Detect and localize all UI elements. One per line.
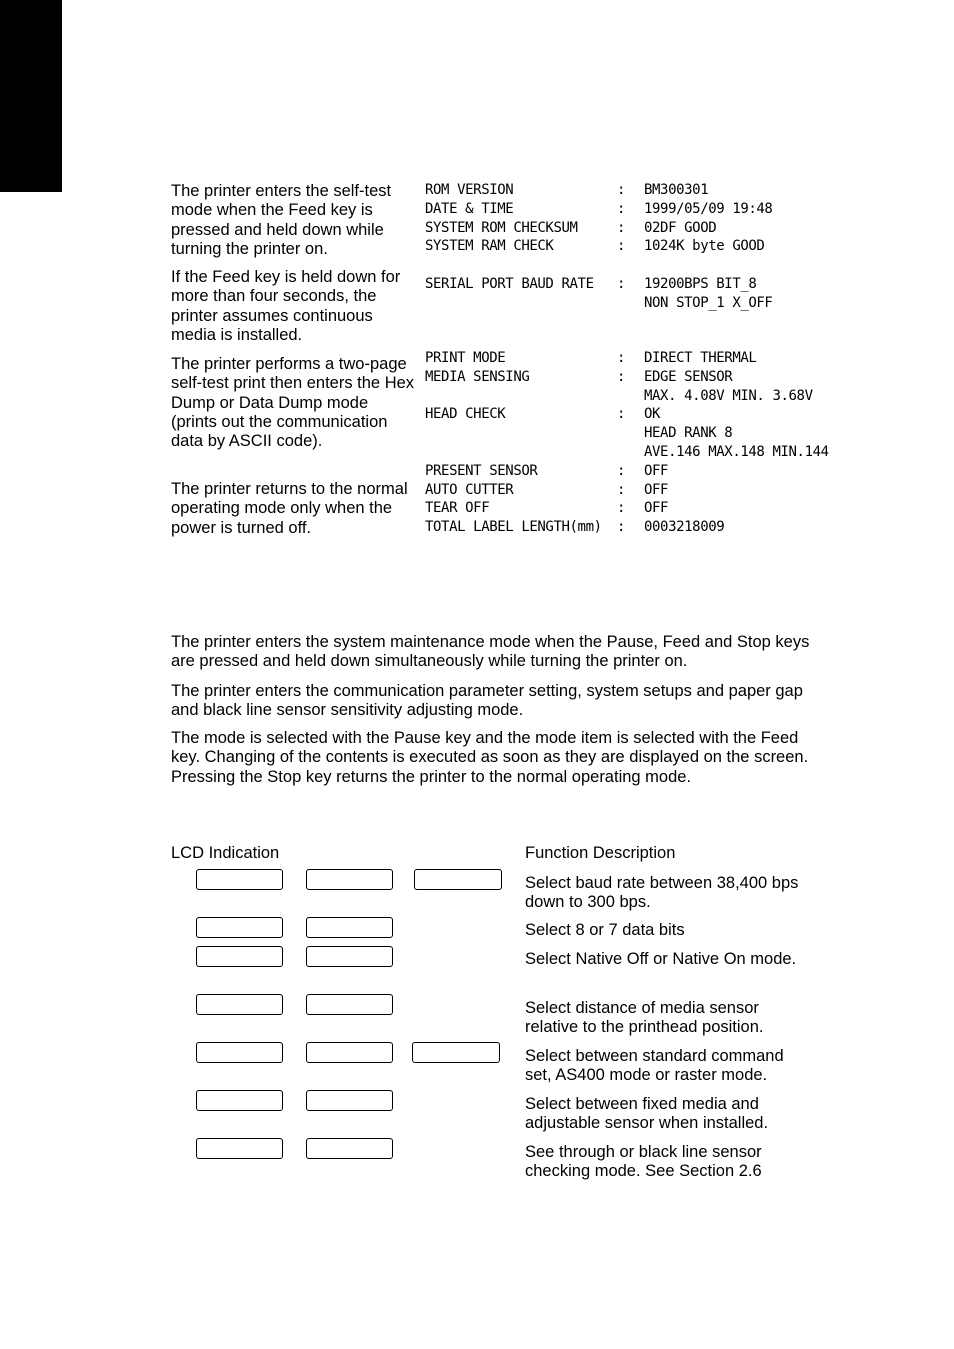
printout-line [425, 481, 845, 500]
lcd-indicator-box [196, 917, 283, 938]
printout-colon: : [617, 519, 626, 535]
printout-label: SYSTEM RAM CHECK [425, 238, 554, 254]
printout-line [425, 181, 845, 200]
printout-line [425, 462, 845, 481]
printout-value: OFF [644, 500, 669, 516]
maintenance-paragraph-3: The mode is selected with the Pause key and the mode item is selected with the Feed key. Changing of the contents is executed as soon as they are displayed on the screen. Pressing the Stop key returns the printer to the normal operating mode. [171, 729, 809, 786]
printout-value: 0003218009 [644, 519, 725, 535]
printout-label: SERIAL PORT BAUD RATE [425, 276, 594, 292]
printout-value: OFF [644, 463, 669, 479]
lcd-indicator-box [414, 869, 502, 890]
printout-colon: : [617, 238, 626, 254]
printout-value: 1999/05/09 19:48 [644, 201, 773, 217]
function-description: Select 8 or 7 data bits [525, 921, 685, 939]
selftest-paragraph-3: The printer performs a two-page self-test print then enters the Hex Dump or Data Dump mode (prints out the communication data by ASCII code). [171, 355, 415, 451]
lcd-indication-header: LCD Indication [171, 844, 280, 862]
lcd-indicator-box [306, 917, 393, 938]
printout-value: DIRECT THERMAL [644, 350, 757, 366]
printout-value: 1024K byte GOOD [644, 238, 765, 254]
function-description-header: Function Description [525, 844, 676, 862]
printout-colon: : [617, 201, 626, 217]
printout-label: HEAD CHECK [425, 406, 506, 422]
printout-value: NON STOP_1 X_OFF [644, 295, 773, 311]
printout-line [425, 349, 845, 368]
printout-colon: : [617, 406, 626, 422]
function-description: Select baud rate between 38,400 bps down to 300 bps. [525, 874, 799, 912]
printout-line [425, 443, 845, 462]
lcd-indicator-box [306, 946, 393, 967]
function-description: Select distance of media sensor relative to the printhead position. [525, 999, 764, 1037]
function-description: See through or black line sensor checking mode. See Section 2.6 [525, 1143, 762, 1181]
lcd-indicator-box [306, 1042, 393, 1063]
printout-line [425, 405, 845, 424]
printout-label: DATE & TIME [425, 201, 514, 217]
lcd-indicator-box [306, 994, 393, 1015]
printout-value: BM300301 [644, 182, 709, 198]
printout-value: EDGE SENSOR [644, 369, 733, 385]
lcd-indicator-box [196, 1090, 283, 1111]
printout-colon: : [617, 276, 626, 292]
function-description: Select Native Off or Native On mode. [525, 950, 797, 968]
printout-line [425, 200, 845, 219]
printout-line [425, 237, 845, 256]
section-tab-marker [0, 0, 62, 192]
function-description: Select between fixed media and adjustable sensor when installed. [525, 1095, 769, 1133]
printout-value: OFF [644, 482, 669, 498]
printout-label: PRESENT SENSOR [425, 463, 538, 479]
printout-colon: : [617, 369, 626, 385]
printout-label: AUTO CUTTER [425, 482, 514, 498]
selftest-paragraph-4: The printer returns to the normal operating mode only when the power is turned off. [171, 480, 408, 537]
printout-colon: : [617, 220, 626, 236]
printout-value: AVE.146 MAX.148 MIN.144 [644, 444, 829, 460]
lcd-indicator-box [196, 869, 283, 890]
printout-line [425, 294, 845, 313]
printout-value: HEAD RANK 8 [644, 425, 733, 441]
lcd-indicator-box [196, 1138, 283, 1159]
printout-line [425, 275, 845, 294]
maintenance-paragraph-2: The printer enters the communication parameter setting, system setups and paper gap and black line sensor sensitivity adjusting mode. [171, 682, 803, 720]
lcd-indicator-box [196, 1042, 283, 1063]
printout-label: SYSTEM ROM CHECKSUM [425, 220, 578, 236]
printout-line [425, 387, 845, 406]
lcd-indicator-box [196, 994, 283, 1015]
printout-line [425, 368, 845, 387]
printout-label: MEDIA SENSING [425, 369, 530, 385]
lcd-indicator-box [196, 946, 283, 967]
printout-label: ROM VERSION [425, 182, 514, 198]
lcd-indicator-box [412, 1042, 500, 1063]
printout-label: TOTAL LABEL LENGTH(mm) [425, 519, 602, 535]
printout-value: MAX. 4.08V MIN. 3.68V [644, 388, 813, 404]
function-description: Select between standard command set, AS400 mode or raster mode. [525, 1047, 784, 1085]
printout-line [425, 518, 845, 537]
maintenance-paragraph-1: The printer enters the system maintenance mode when the Pause, Feed and Stop keys are pressed and held down simultaneously while turning the printer on. [171, 633, 810, 671]
printout-line [425, 219, 845, 238]
printout-colon: : [617, 182, 626, 198]
printout-value: 19200BPS BIT_8 [644, 276, 757, 292]
printout-colon: : [617, 350, 626, 366]
selftest-paragraph-1: The printer enters the self-test mode when the Feed key is pressed and held down while turning the printer on. [171, 182, 392, 258]
printout-label: TEAR OFF [425, 500, 490, 516]
lcd-indicator-box [306, 1138, 393, 1159]
lcd-indicator-box [306, 869, 393, 890]
printout-line [425, 499, 845, 518]
printout-line [425, 424, 845, 443]
printout-value: OK [644, 406, 661, 422]
lcd-indicator-box [306, 1090, 393, 1111]
printout-label: PRINT MODE [425, 350, 506, 366]
selftest-paragraph-2: If the Feed key is held down for more than four seconds, the printer assumes continuous media is installed. [171, 268, 401, 344]
printout-colon: : [617, 500, 626, 516]
printout-colon: : [617, 482, 626, 498]
printout-colon: : [617, 463, 626, 479]
printout-value: 02DF GOOD [644, 220, 717, 236]
